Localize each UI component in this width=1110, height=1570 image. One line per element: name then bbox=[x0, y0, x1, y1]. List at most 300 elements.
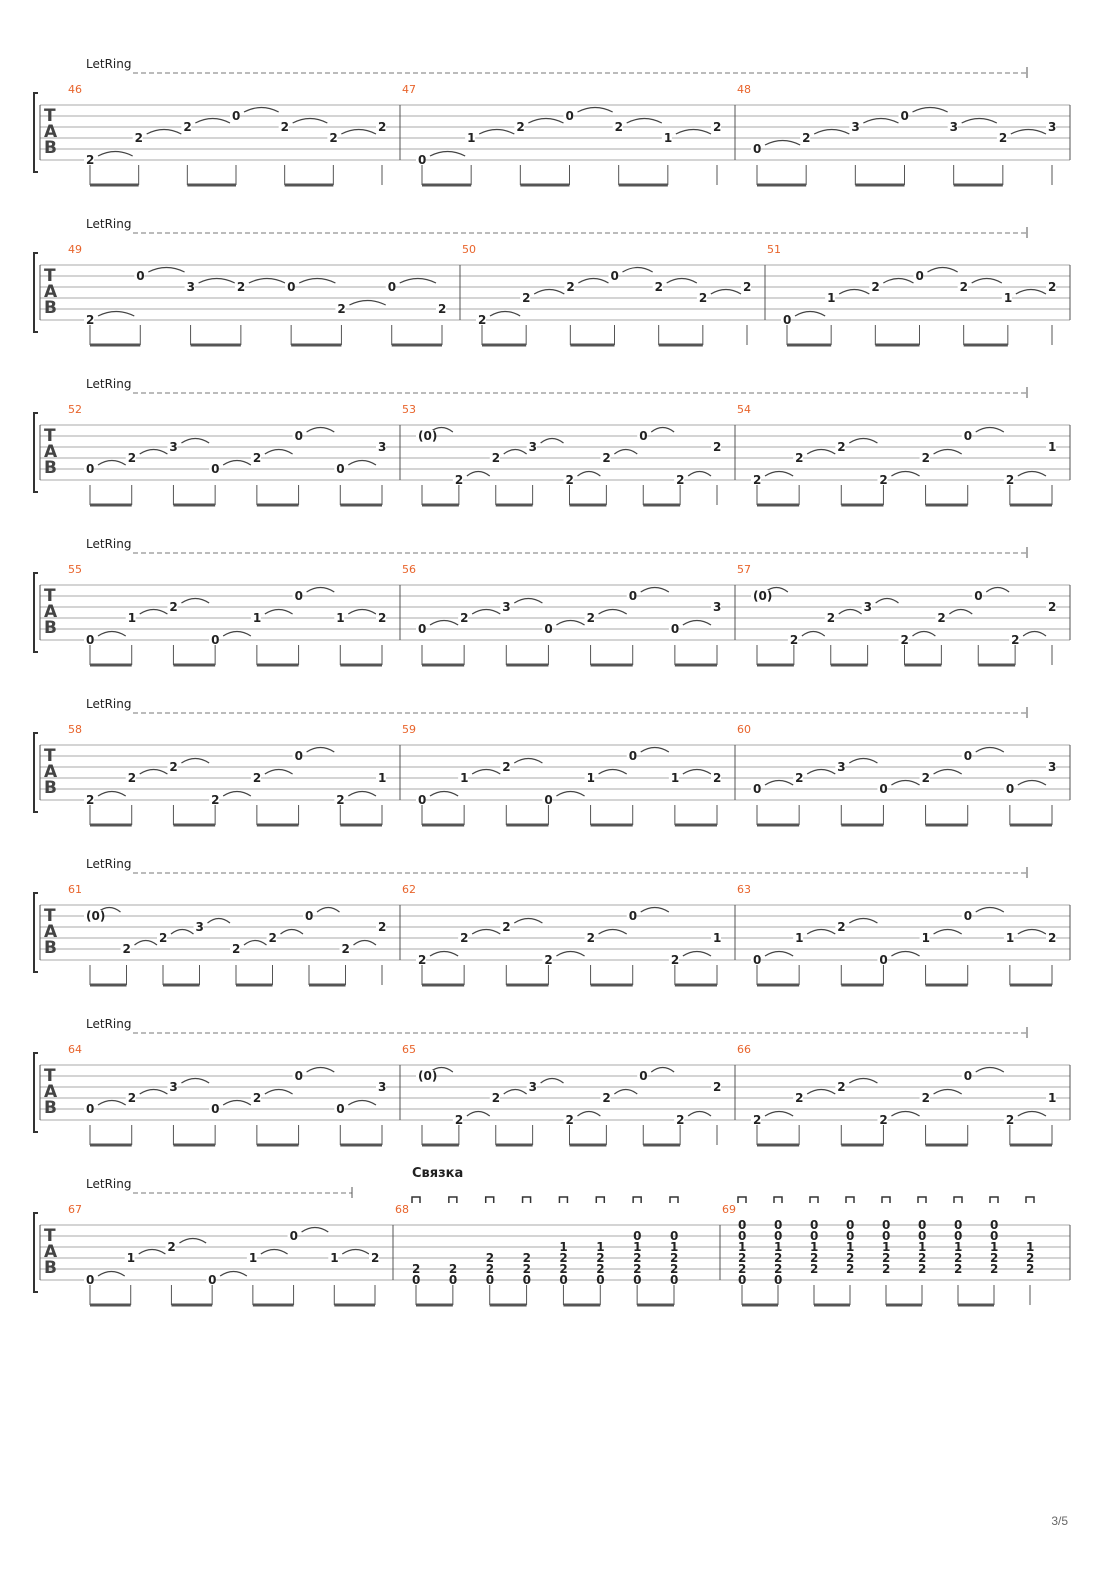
measure-number: 53 bbox=[402, 403, 416, 416]
fret-number: 2 bbox=[676, 473, 685, 487]
tie-arc bbox=[504, 1090, 527, 1095]
fret-number: 1 bbox=[336, 611, 345, 625]
fret-number: 0 bbox=[136, 269, 145, 283]
fret-number: 2 bbox=[1048, 600, 1057, 614]
system-bracket bbox=[34, 733, 38, 812]
chord-fret-number: 1 bbox=[846, 1240, 855, 1254]
measure-number: 56 bbox=[402, 563, 416, 576]
fret-number: 2 bbox=[329, 131, 338, 145]
fret-number: 1 bbox=[1003, 291, 1013, 305]
fret-number: 2 bbox=[959, 280, 969, 294]
tie-arc bbox=[683, 952, 711, 957]
chord-fret-number: 0 bbox=[846, 1229, 855, 1243]
fret-number: 0 bbox=[294, 429, 303, 443]
tie-arc bbox=[199, 279, 235, 284]
measure-number: 61 bbox=[68, 883, 82, 896]
tie-arc bbox=[135, 941, 158, 946]
fret-number: 0 bbox=[287, 280, 296, 294]
tie-arc bbox=[179, 1239, 206, 1244]
fret-number: 2 bbox=[586, 931, 595, 945]
chord-fret-number: 0 bbox=[774, 1273, 783, 1287]
fret-number: 1 bbox=[1048, 440, 1057, 454]
downstroke-mark bbox=[1026, 1197, 1034, 1203]
fret-number: 3 bbox=[713, 600, 722, 614]
tab-clef-letter: B bbox=[44, 1258, 57, 1278]
chord-fret-number: 2 bbox=[882, 1262, 891, 1276]
fret-number: 1 bbox=[713, 931, 722, 945]
downstroke-mark bbox=[596, 1197, 604, 1203]
chord-fret-number: 0 bbox=[633, 1229, 642, 1243]
tie-arc bbox=[341, 130, 376, 135]
fret-number: 2 bbox=[252, 451, 262, 465]
tab-clef-letter: A bbox=[44, 602, 58, 622]
measure-number: 54 bbox=[737, 403, 751, 416]
fret-number: 2 bbox=[127, 771, 137, 785]
measure-number: 69 bbox=[722, 1203, 736, 1216]
tie-arc bbox=[317, 908, 340, 913]
tie-arc bbox=[683, 770, 711, 775]
chord-fret-number: 2 bbox=[633, 1251, 642, 1265]
tab-clef-letter: B bbox=[44, 778, 57, 798]
chord-fret-number: 1 bbox=[738, 1240, 747, 1254]
tie-arc bbox=[839, 290, 869, 295]
fret-number: 2 bbox=[921, 771, 930, 785]
chord-fret-number: 0 bbox=[774, 1229, 783, 1243]
tie-arc bbox=[181, 599, 209, 604]
fret-number: 0 bbox=[211, 1102, 220, 1116]
let-ring-label: LetRing bbox=[86, 57, 132, 71]
tie-arc bbox=[265, 450, 293, 455]
tie-arc bbox=[472, 770, 500, 775]
chord-fret-number: 1 bbox=[918, 1240, 927, 1254]
fret-number: 2 bbox=[795, 1091, 804, 1105]
chord-fret-number: 0 bbox=[918, 1218, 927, 1232]
fret-number: 0 bbox=[211, 462, 220, 476]
tie-arc bbox=[599, 770, 627, 775]
fret-number: 0 bbox=[208, 1273, 217, 1287]
fret-number: 3 bbox=[502, 600, 511, 614]
tie-arc bbox=[849, 439, 877, 444]
measure-number: 68 bbox=[395, 1203, 409, 1216]
tab-clef-letter: A bbox=[44, 1082, 58, 1102]
fret-number: 1 bbox=[663, 131, 673, 145]
tie-arc bbox=[807, 450, 835, 455]
fret-number: 2 bbox=[252, 1091, 262, 1105]
chord-fret-number: 2 bbox=[596, 1251, 605, 1265]
tie-arc bbox=[623, 268, 653, 273]
chord-fret-number: 0 bbox=[918, 1229, 927, 1243]
tie-arc bbox=[148, 268, 184, 273]
chord-fret-number: 2 bbox=[485, 1262, 495, 1276]
fret-number: 0 bbox=[639, 1069, 648, 1083]
chord-fret-number: 2 bbox=[810, 1251, 819, 1265]
tie-arc bbox=[891, 472, 919, 477]
fret-number: 0 bbox=[418, 622, 427, 636]
measure-number: 59 bbox=[402, 723, 416, 736]
tab-clef-letter: B bbox=[44, 618, 57, 638]
fret-number: 2 bbox=[789, 633, 799, 647]
fret-number: 0 bbox=[628, 749, 638, 763]
tie-arc bbox=[765, 952, 793, 957]
tie-arc bbox=[140, 1090, 168, 1095]
fret-number: 0 bbox=[879, 953, 888, 967]
tie-arc bbox=[223, 792, 251, 797]
tie-arc bbox=[244, 941, 267, 946]
tie-arc bbox=[1016, 290, 1046, 295]
fret-number: 1 bbox=[467, 131, 476, 145]
tie-arc bbox=[265, 610, 293, 615]
tab-clef-letter: B bbox=[44, 298, 57, 318]
tie-arc bbox=[578, 472, 601, 477]
measure-number: 67 bbox=[68, 1203, 82, 1216]
fret-number: 2 bbox=[378, 920, 387, 934]
tab-clef-letter: A bbox=[44, 1242, 58, 1262]
fret-number: 0 bbox=[879, 782, 888, 796]
tie-arc bbox=[641, 588, 669, 593]
fret-number: 2 bbox=[478, 313, 487, 327]
tie-arc bbox=[348, 792, 376, 797]
fret-number: 2 bbox=[268, 931, 277, 945]
chord-fret-number: 2 bbox=[633, 1262, 642, 1276]
tie-arc bbox=[599, 610, 627, 615]
fret-number: 2 bbox=[879, 1113, 888, 1127]
fret-number: 2 bbox=[753, 473, 762, 487]
fret-number: 2 bbox=[826, 611, 836, 625]
fret-number: 1 bbox=[127, 611, 137, 625]
tie-arc bbox=[140, 610, 168, 615]
chord-fret-number: 0 bbox=[670, 1273, 679, 1287]
fret-number: 3 bbox=[863, 600, 872, 614]
fret-number: 1 bbox=[586, 771, 595, 785]
fret-number: 0 bbox=[544, 622, 553, 636]
fret-number: 2 bbox=[921, 451, 930, 465]
tab-clef-letter: T bbox=[44, 906, 56, 926]
tie-arc bbox=[599, 930, 627, 935]
measure-number: 46 bbox=[68, 83, 82, 96]
chord-fret-number: 2 bbox=[990, 1251, 999, 1265]
fret-number: 2 bbox=[670, 953, 680, 967]
fret-number: 1 bbox=[921, 931, 930, 945]
system-bracket bbox=[34, 573, 38, 652]
downstroke-mark bbox=[449, 1197, 457, 1203]
tie-arc bbox=[302, 1228, 329, 1233]
chord-fret-number: 2 bbox=[485, 1251, 495, 1265]
chord-fret-number: 0 bbox=[670, 1229, 679, 1243]
let-ring-label: LetRing bbox=[86, 377, 132, 391]
fret-number: 0 bbox=[565, 109, 574, 123]
fret-number: 2 bbox=[86, 153, 95, 167]
tie-arc bbox=[1018, 781, 1046, 786]
tie-arc bbox=[348, 1101, 376, 1106]
tie-arc bbox=[342, 1250, 369, 1255]
fret-number: 0 bbox=[753, 953, 762, 967]
fret-number: 0 bbox=[211, 633, 220, 647]
fret-number: 2 bbox=[232, 942, 241, 956]
tie-arc bbox=[1018, 472, 1046, 477]
chord-fret-number: 1 bbox=[882, 1240, 891, 1254]
tab-clef-letter: A bbox=[44, 442, 58, 462]
tie-arc bbox=[307, 428, 335, 433]
tie-arc bbox=[514, 759, 542, 764]
tie-arc bbox=[98, 1272, 125, 1277]
fret-number: 3 bbox=[378, 440, 387, 454]
fret-number: 2 bbox=[654, 280, 664, 294]
tie-arc bbox=[651, 1068, 674, 1073]
fret-number: 3 bbox=[851, 120, 860, 134]
tie-arc bbox=[627, 119, 662, 124]
fret-number: 2 bbox=[378, 120, 387, 134]
tie-arc bbox=[556, 621, 584, 626]
fret-number: 3 bbox=[195, 920, 204, 934]
fret-number: 2 bbox=[566, 280, 575, 294]
measure-number: 62 bbox=[402, 883, 416, 896]
tie-arc bbox=[1023, 632, 1046, 637]
tie-arc bbox=[578, 108, 613, 113]
tie-arc bbox=[849, 1079, 877, 1084]
tie-arc bbox=[891, 1112, 919, 1117]
chord-fret-number: 2 bbox=[774, 1251, 783, 1265]
chord-fret-number: 2 bbox=[448, 1262, 458, 1276]
fret-number: 2 bbox=[602, 1091, 611, 1105]
tie-arc bbox=[472, 610, 500, 615]
tie-arc bbox=[934, 450, 962, 455]
fret-number: 2 bbox=[753, 1113, 762, 1127]
tie-arc bbox=[849, 759, 877, 764]
downstroke-mark bbox=[523, 1197, 531, 1203]
fret-number: 2 bbox=[544, 953, 553, 967]
downstroke-mark bbox=[810, 1197, 818, 1203]
tie-arc bbox=[1018, 1112, 1046, 1117]
chord-fret-number: 2 bbox=[522, 1251, 531, 1265]
tie-arc bbox=[928, 268, 958, 273]
fret-number: 0 bbox=[974, 589, 983, 603]
tie-arc bbox=[472, 930, 500, 935]
fret-number: 2 bbox=[837, 440, 846, 454]
tie-arc bbox=[299, 279, 335, 284]
chord-fret-number: 1 bbox=[633, 1240, 642, 1254]
tie-arc bbox=[711, 290, 741, 295]
tie-arc bbox=[839, 610, 862, 615]
fret-number: 3 bbox=[837, 760, 846, 774]
downstroke-mark bbox=[918, 1197, 926, 1203]
fret-number: 2 bbox=[454, 1113, 464, 1127]
tie-arc bbox=[98, 152, 133, 157]
tie-arc bbox=[307, 588, 335, 593]
tie-arc bbox=[765, 1112, 793, 1117]
fret-number: 1 bbox=[1005, 931, 1015, 945]
tie-arc bbox=[541, 1079, 564, 1084]
tab-clef-letter: B bbox=[44, 138, 57, 158]
measure-number: 66 bbox=[737, 1043, 751, 1056]
fret-number: 2 bbox=[795, 771, 804, 785]
system-bracket bbox=[34, 413, 38, 492]
tab-clef-letter: A bbox=[44, 922, 58, 942]
fret-number: 3 bbox=[528, 440, 537, 454]
tie-arc bbox=[140, 770, 168, 775]
tie-arc bbox=[400, 279, 436, 284]
fret-number: 0 bbox=[753, 782, 762, 796]
fret-number: 2 bbox=[236, 280, 246, 294]
fret-number: 2 bbox=[565, 473, 574, 487]
tie-arc bbox=[976, 428, 1004, 433]
fret-number: 2 bbox=[565, 1113, 574, 1127]
fret-number: 0 bbox=[86, 1102, 95, 1116]
tie-arc bbox=[913, 632, 936, 637]
chord-fret-number: 1 bbox=[774, 1240, 783, 1254]
fret-number: 0 bbox=[753, 142, 762, 156]
chord-fret-number: 1 bbox=[990, 1240, 999, 1254]
chord-fret-number: 0 bbox=[990, 1229, 999, 1243]
let-ring-label: LetRing bbox=[86, 217, 132, 231]
chord-fret-number: 0 bbox=[774, 1218, 783, 1232]
tie-arc bbox=[349, 301, 385, 306]
fret-number: 1 bbox=[460, 771, 469, 785]
fret-number: 2 bbox=[460, 931, 469, 945]
fret-number: 0 bbox=[670, 622, 680, 636]
tie-arc bbox=[934, 770, 962, 775]
tie-arc bbox=[534, 290, 564, 295]
chord-fret-number: 2 bbox=[559, 1251, 568, 1265]
chord-fret-number: 1 bbox=[596, 1240, 605, 1254]
tie-arc bbox=[578, 1112, 601, 1117]
chord-fret-number: 2 bbox=[918, 1251, 927, 1265]
fret-number: (0) bbox=[753, 589, 773, 603]
fret-number: 2 bbox=[698, 291, 708, 305]
tie-arc bbox=[683, 621, 711, 626]
tie-arc bbox=[849, 919, 877, 924]
chord-fret-number: 1 bbox=[1026, 1240, 1035, 1254]
measure-number: 65 bbox=[402, 1043, 416, 1056]
fret-number: 2 bbox=[998, 131, 1008, 145]
fret-number: 0 bbox=[628, 589, 638, 603]
measure-number: 52 bbox=[68, 403, 82, 416]
tab-clef-letter: T bbox=[44, 746, 56, 766]
chord-fret-number: 0 bbox=[485, 1273, 495, 1287]
fret-number: 2 bbox=[586, 611, 595, 625]
fret-number: 2 bbox=[134, 131, 144, 145]
chord-fret-number: 2 bbox=[670, 1262, 679, 1276]
tie-arc bbox=[807, 930, 835, 935]
fret-number: 2 bbox=[743, 280, 752, 294]
fret-number: 2 bbox=[378, 611, 387, 625]
tab-clef-letter: A bbox=[44, 122, 58, 142]
fret-number: 0 bbox=[783, 313, 792, 327]
fret-number: 0 bbox=[86, 1273, 95, 1287]
tie-arc bbox=[802, 632, 825, 637]
tie-arc bbox=[651, 428, 674, 433]
fret-number: 2 bbox=[713, 771, 722, 785]
fret-number: (0) bbox=[86, 909, 106, 923]
fret-number: 3 bbox=[528, 1080, 537, 1094]
measure-number: 47 bbox=[402, 83, 416, 96]
fret-number: 2 bbox=[183, 120, 192, 134]
chord-fret-number: 2 bbox=[990, 1262, 999, 1276]
tie-arc bbox=[765, 141, 800, 146]
tie-arc bbox=[976, 748, 1004, 753]
tie-arc bbox=[949, 610, 972, 615]
system-bracket bbox=[34, 93, 38, 172]
tie-arc bbox=[348, 610, 376, 615]
fret-number: 2 bbox=[252, 771, 262, 785]
tie-arc bbox=[249, 279, 285, 284]
chord-fret-number: 0 bbox=[738, 1229, 747, 1243]
section-label: Связка bbox=[412, 1166, 464, 1181]
chord-fret-number: 0 bbox=[448, 1273, 458, 1287]
tie-arc bbox=[181, 1079, 209, 1084]
fret-number: 1 bbox=[378, 771, 387, 785]
fret-number: 1 bbox=[252, 611, 262, 625]
chord-fret-number: 1 bbox=[670, 1240, 679, 1254]
downstroke-mark bbox=[846, 1197, 854, 1203]
tie-arc bbox=[430, 952, 458, 957]
tie-arc bbox=[913, 108, 948, 113]
fret-number: 2 bbox=[159, 931, 168, 945]
chord-fret-number: 2 bbox=[559, 1262, 568, 1276]
tie-arc bbox=[98, 1101, 126, 1106]
fret-number: 2 bbox=[167, 1240, 176, 1254]
fret-number: 0 bbox=[963, 749, 973, 763]
chord-fret-number: 0 bbox=[954, 1229, 963, 1243]
tie-arc bbox=[181, 759, 209, 764]
fret-number: 0 bbox=[294, 1069, 303, 1083]
tie-arc bbox=[265, 770, 293, 775]
tie-arc bbox=[578, 279, 608, 284]
fret-number: 3 bbox=[1048, 760, 1057, 774]
tie-arc bbox=[354, 941, 377, 946]
fret-number: 3 bbox=[186, 280, 195, 294]
tie-arc bbox=[863, 119, 898, 124]
fret-number: 2 bbox=[122, 942, 131, 956]
tab-clef-letter: A bbox=[44, 282, 58, 302]
downstroke-mark bbox=[990, 1197, 998, 1203]
page-number: 3/5 bbox=[1051, 1514, 1068, 1528]
chord-fret-number: 1 bbox=[954, 1240, 963, 1254]
chord-fret-number: 2 bbox=[596, 1262, 605, 1276]
tie-arc bbox=[972, 279, 1002, 284]
tie-arc bbox=[891, 781, 919, 786]
tie-arc bbox=[223, 1101, 251, 1106]
measure-number: 58 bbox=[68, 723, 82, 736]
fret-number: 0 bbox=[336, 1102, 345, 1116]
fret-number: 0 bbox=[610, 269, 619, 283]
tie-arc bbox=[891, 952, 919, 957]
tie-arc bbox=[504, 450, 527, 455]
tie-arc bbox=[139, 1250, 166, 1255]
measure-number: 55 bbox=[68, 563, 82, 576]
tie-arc bbox=[220, 1272, 247, 1277]
chord-fret-number: 0 bbox=[738, 1273, 747, 1287]
fret-number: 3 bbox=[949, 120, 959, 134]
fret-number: 2 bbox=[837, 1080, 846, 1094]
fret-number: 2 bbox=[438, 302, 447, 316]
tie-arc bbox=[514, 919, 542, 924]
chord-fret-number: 2 bbox=[522, 1262, 531, 1276]
fret-number: (0) bbox=[418, 429, 438, 443]
chord-fret-number: 2 bbox=[954, 1251, 963, 1265]
fret-number: 2 bbox=[1011, 633, 1020, 647]
tie-arc bbox=[479, 130, 514, 135]
tie-arc bbox=[98, 632, 126, 637]
chord-fret-number: 2 bbox=[846, 1262, 855, 1276]
tie-arc bbox=[98, 792, 126, 797]
fret-number: 2 bbox=[522, 291, 531, 305]
fret-number: 0 bbox=[387, 280, 397, 294]
fret-number: 2 bbox=[491, 451, 501, 465]
fret-number: 1 bbox=[795, 931, 804, 945]
chord-fret-number: 2 bbox=[1026, 1262, 1035, 1276]
fret-number: 0 bbox=[418, 153, 427, 167]
fret-number: 3 bbox=[169, 1080, 178, 1094]
